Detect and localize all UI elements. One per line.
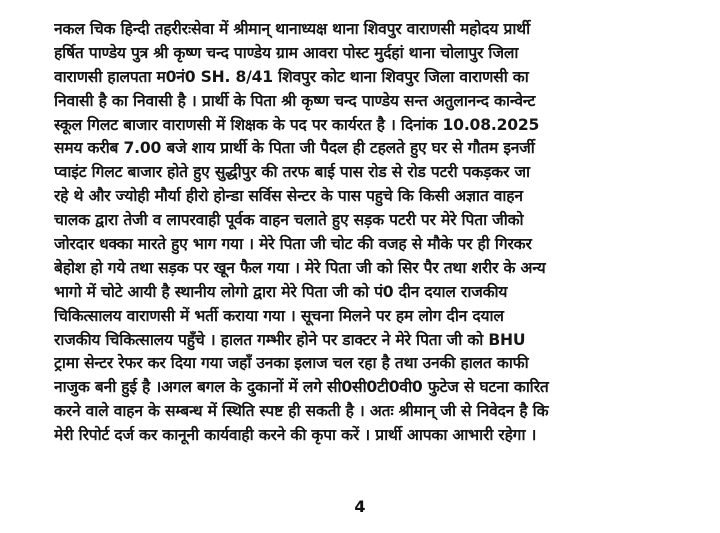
text-line-15: ट्रामा सेन्टर रेफर कर दिया गया जहाँ उनका इलाज चल रहा है तथा उनकी हालत काफी: [54, 354, 529, 373]
text-line-18: मेरी रिपोर्ट दर्ज कर कानूनी कार्यवाही करने की कृपा करें । प्रार्थी आपका आभारी रहेगा ।: [54, 426, 537, 445]
text-line-12: भागो में चोटे आयी है स्थानीय लोगो द्वारा मेरे पिता जी को पं0 दीन दयाल राजकीय: [54, 282, 508, 301]
document-body: [54, 18, 706, 448]
text-line-14: राजकीय चिकित्सालय पहुँचे । हालत गम्भीर होने पर डाक्टर ने मेरे पिता जी को BHU: [54, 330, 526, 349]
text-line-3: वाराणसी हालपता म0नं0 SH. 8/41 शिवपुर कोट थाना शिवपुर जिला वाराणसी का: [54, 67, 529, 86]
text-line-6: समय करीब 7.00 बजे शाय प्रार्थी के पिता जी पैदल ही टहलते हुए घर से गौतम इनर्जी: [54, 139, 535, 158]
text-line-1: नकल चिक हिन्दी तहरीरःसेवा में श्रीमान् थानाध्यक्ष थाना शिवपुर वाराणसी महोदय प्रार्थी: [54, 20, 530, 38]
text-line-9: चालक द्वारा तेजी व लापरवाही पूर्वक वाहन चलाते हुए सड़क पटरी पर मेरे पिता जीको: [54, 211, 524, 230]
text-line-10: जोरदार धक्का मारते हुए भाग गया । मेरे पिता जी चोट की वजह से मौके पर ही गिरकर: [54, 235, 532, 254]
text-line-13: चिकित्सालय वाराणसी में भर्ती कराया गया । सूचना मिलने पर हम लोग दीन दयाल: [54, 306, 504, 325]
text-line-8: रहे थे और ज्योही मौर्या हीरो होन्डा सर्विस सेन्टर के पास पहुचे कि किसी अज्ञात वाहन: [54, 187, 523, 206]
text-line-2: हर्षित पाण्डेय पुत्र श्री कृष्ण चन्द पाण्डेय ग्राम आवरा पोस्ट मुर्दहां थाना चोलापुर जिला: [54, 43, 519, 62]
text-line-17: करने वाले वाहन के सम्बन्ध में स्थिति स्पष्ट ही सकती है । अतः श्रीमान् जी से निवेदन है कि: [54, 402, 549, 421]
text-line-11: बेहोश हो गये तथा सड़क पर खून फैल गया । मेरे पिता जी को सिर पैर तथा शरीर के अन्य: [54, 258, 546, 277]
page-number: 4: [354, 497, 366, 516]
text-line-4: निवासी है का निवासी है । प्रार्थी के पिता श्री कृष्ण चन्द पाण्डेय सन्त अतुलानन्द कान्वेन्ट: [54, 91, 536, 110]
text-line-16: नाजुक बनी हुई है ।अगल बगल के दुकानों में लगे सी0सी0टी0वी0 फुटेज से घटना कारित: [54, 378, 549, 397]
text-line-7: प्वाइंट गिलट बाजार होते हुए सुद्धीपुर की तरफ बाई पास रोड से रोड पटरी पकड़कर जा: [54, 163, 530, 182]
text-line-5: स्कूल गिलट बाजार वाराणसी में शिक्षक के पद पर कार्यरत है । दिनांक 10.08.2025: [54, 115, 540, 134]
